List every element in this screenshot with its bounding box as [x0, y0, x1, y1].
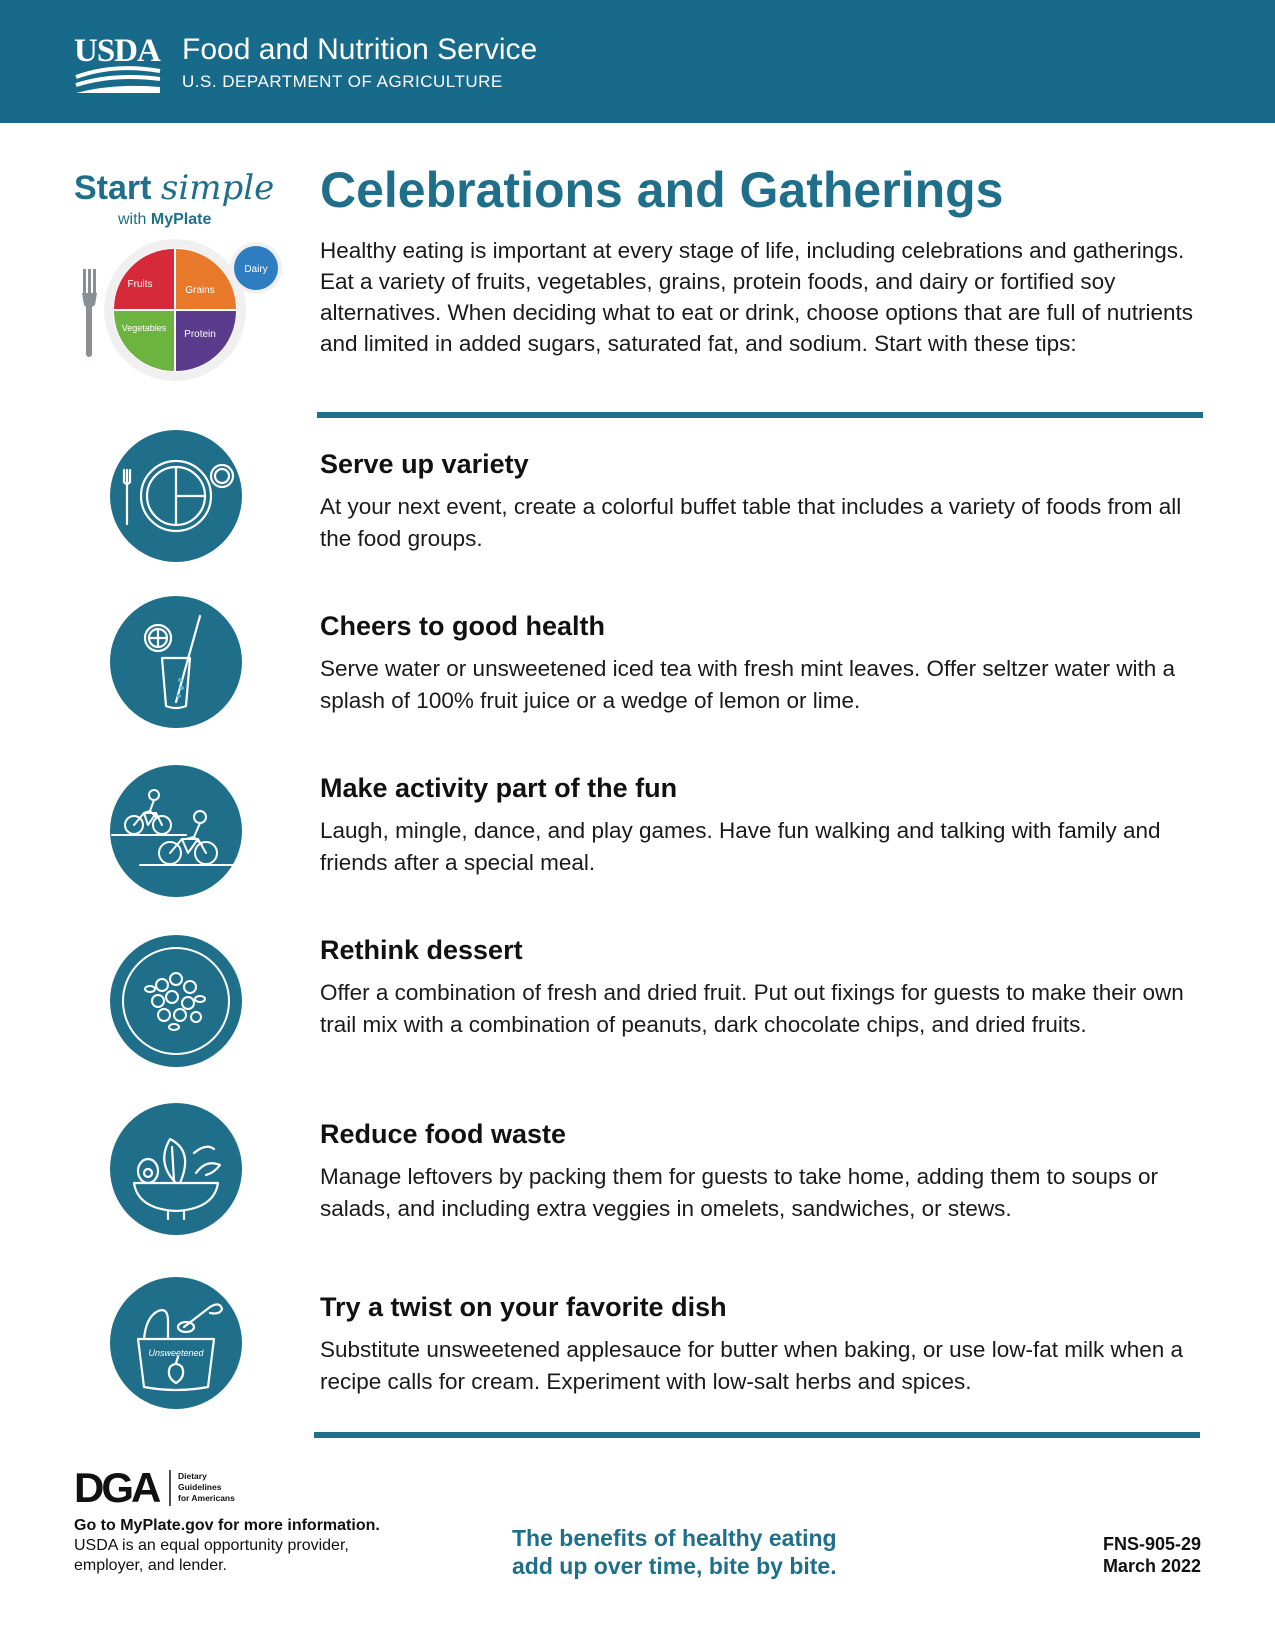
- department-name: U.S. DEPARTMENT OF AGRICULTURE: [182, 72, 503, 91]
- tip-body: Offer a combination of fresh and dried fruit. Put out fixings for guests to make their own trail mix with a combination of peanuts, dark chocolate chips, and dried fruits.: [320, 980, 1184, 1037]
- usda-logo-field-icon: [74, 33, 162, 97]
- tip-title: Serve up variety: [320, 449, 529, 479]
- tip-body: Serve water or unsweetened iced tea with fresh mint leaves. Offer seltzer water with a splash of 100% fruit juice or a wedge of lemon or lime.: [320, 656, 1175, 713]
- header-banner: [0, 0, 1275, 123]
- footer-info: [74, 1516, 380, 1576]
- intro-paragraph: Healthy eating is important at every stage of life, including celebrations and gatherings. Eat a variety of fruits, vegetables, grains, protein foods, and dairy or fortified soy alternatives. When deciding what to eat or drink, choose options that are full of nutrients and limited in added sugars, saturated fat, and sodium. Start with these tips:: [320, 238, 1193, 356]
- go-to-post-text: .gov for more information.: [180, 1517, 380, 1534]
- usda-logo-text: USDA: [74, 33, 160, 69]
- vegetables-segment: [114, 311, 174, 371]
- protein-segment: [176, 311, 236, 371]
- myplate-link[interactable]: MyPlate: [120, 1517, 181, 1534]
- drink-glass-icon: [110, 596, 242, 728]
- dga-logo-icon: [74, 1466, 254, 1508]
- tip-title: Cheers to good health: [320, 611, 606, 641]
- tagline-line: The benefits of healthy eating: [512, 1525, 837, 1551]
- usda-logo[interactable]: [74, 33, 162, 97]
- salad-bowl-icon: [110, 1103, 242, 1235]
- doc-number: FNS-905-29: [1102, 1534, 1201, 1554]
- start-simple-logo: [74, 168, 274, 208]
- tip-body: Substitute unsweetened applesauce for butter when baking, or use low-fat milk when a recipe calls for cream. Experiment with low-salt herbs and spices.: [320, 1337, 1184, 1394]
- fork-icon: [82, 269, 97, 357]
- dga-line: Guidelines: [178, 1482, 222, 1492]
- dairy-label: Dairy: [244, 264, 268, 275]
- tagline-line: add up over time, bite by bite.: [512, 1553, 837, 1579]
- start-simple-plain: Start: [74, 169, 161, 207]
- tip-title: Rethink dessert: [320, 935, 523, 965]
- plate-icon: [110, 430, 242, 562]
- fruits-label: Fruits: [127, 279, 153, 290]
- cyclists-icon: [110, 765, 242, 897]
- equal-opportunity-line: USDA is an equal opportunity provider,: [74, 1537, 349, 1554]
- trail-mix-icon: [110, 935, 242, 1067]
- go-to-text: Go to: [74, 1517, 121, 1534]
- document-id: [1103, 1533, 1201, 1577]
- dga-logo: [74, 1466, 254, 1508]
- tip-title: Try a twist on your favorite dish: [320, 1292, 727, 1322]
- agency-name: Food and Nutrition Service: [182, 33, 538, 66]
- bottom-divider: [314, 1432, 1200, 1438]
- top-divider: [317, 412, 1203, 418]
- grains-segment: [176, 249, 236, 309]
- dga-line: for Americans: [178, 1493, 235, 1503]
- dga-line: Dietary: [178, 1471, 207, 1481]
- equal-opportunity-line: employer, and lender.: [74, 1557, 227, 1574]
- page-title: Celebrations and Gatherings: [320, 162, 1004, 218]
- tip-body: At your next event, create a colorful buffet table that includes a variety of foods from all the food groups.: [320, 494, 1182, 551]
- grains-label: Grains: [185, 285, 215, 296]
- footer-tagline: [512, 1524, 837, 1580]
- with-myplate: [118, 210, 211, 230]
- with-text: with: [118, 211, 151, 228]
- tip-body: Manage leftovers by packing them for guests to take home, adding them to soups or salads, and including extra veggies in omelets, sandwiches, or stews.: [320, 1164, 1158, 1221]
- dga-logo-text: DGA: [74, 1466, 159, 1508]
- tip-title: Reduce food waste: [320, 1119, 567, 1149]
- myplate-icon: [72, 235, 292, 385]
- protein-label: Protein: [184, 329, 216, 340]
- myplate-link-line: [74, 1516, 380, 1536]
- doc-date: March 2022: [1102, 1556, 1201, 1576]
- tip-body: Laugh, mingle, dance, and play games. Have fun walking and talking with family and friends after a special meal.: [320, 818, 1161, 875]
- start-simple-script: simple: [160, 168, 275, 208]
- unsweetened-label: Unsweetened: [148, 1348, 204, 1358]
- myplate-text: MyPlate: [150, 211, 212, 228]
- applesauce-cup-icon: [110, 1277, 242, 1409]
- tip-title: Make activity part of the fun: [320, 773, 678, 803]
- vegetables-label: Vegetables: [121, 323, 167, 333]
